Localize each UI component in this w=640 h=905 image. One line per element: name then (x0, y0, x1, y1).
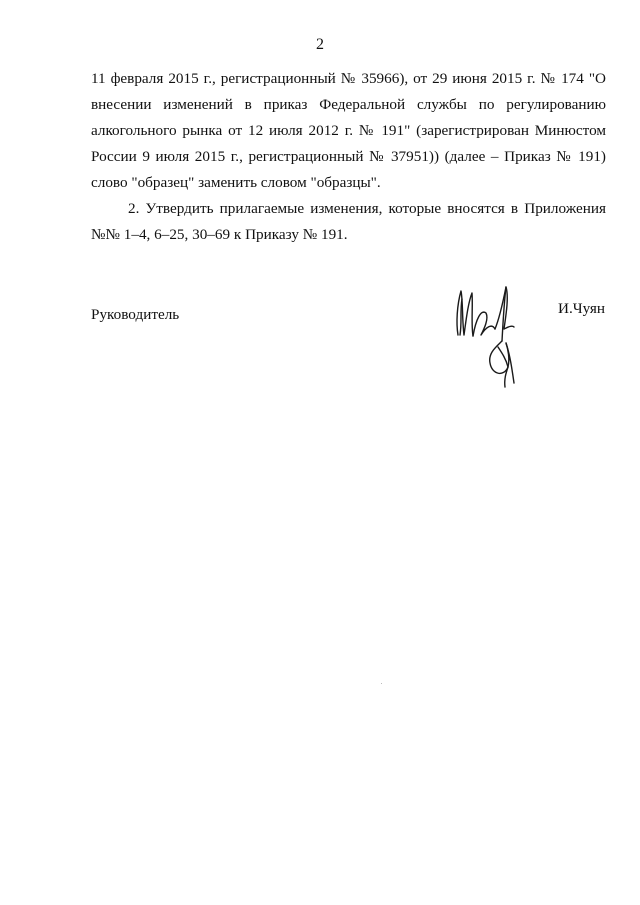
paragraph-1: 11 февраля 2015 г., регистрационный № 35966), от 29 июня 2015 г. № 174 "О внесении изменений в приказ Федеральной службы по регулированию алкогольного рынка от 12 июля 2012 г. № 191" (зарегистрирован Минюстом России 9 июля 2015 г., регистрационный № 37951)) (далее – Приказ № 191) слово "образец" заменить словом "образцы". (91, 70, 606, 191)
document-body (91, 66, 606, 248)
paragraph-2: 2. Утвердить прилагаемые изменения, которые вносятся в Приложения №№ 1–4, 6–25, 30–69 к Приказу № 191. (91, 200, 606, 243)
handwritten-signature (448, 283, 548, 393)
signatory-title: Руководитель (91, 306, 180, 323)
page-number: 2 (316, 36, 324, 53)
scan-speck (381, 683, 382, 684)
signatory-name: И.Чуян (558, 300, 605, 317)
